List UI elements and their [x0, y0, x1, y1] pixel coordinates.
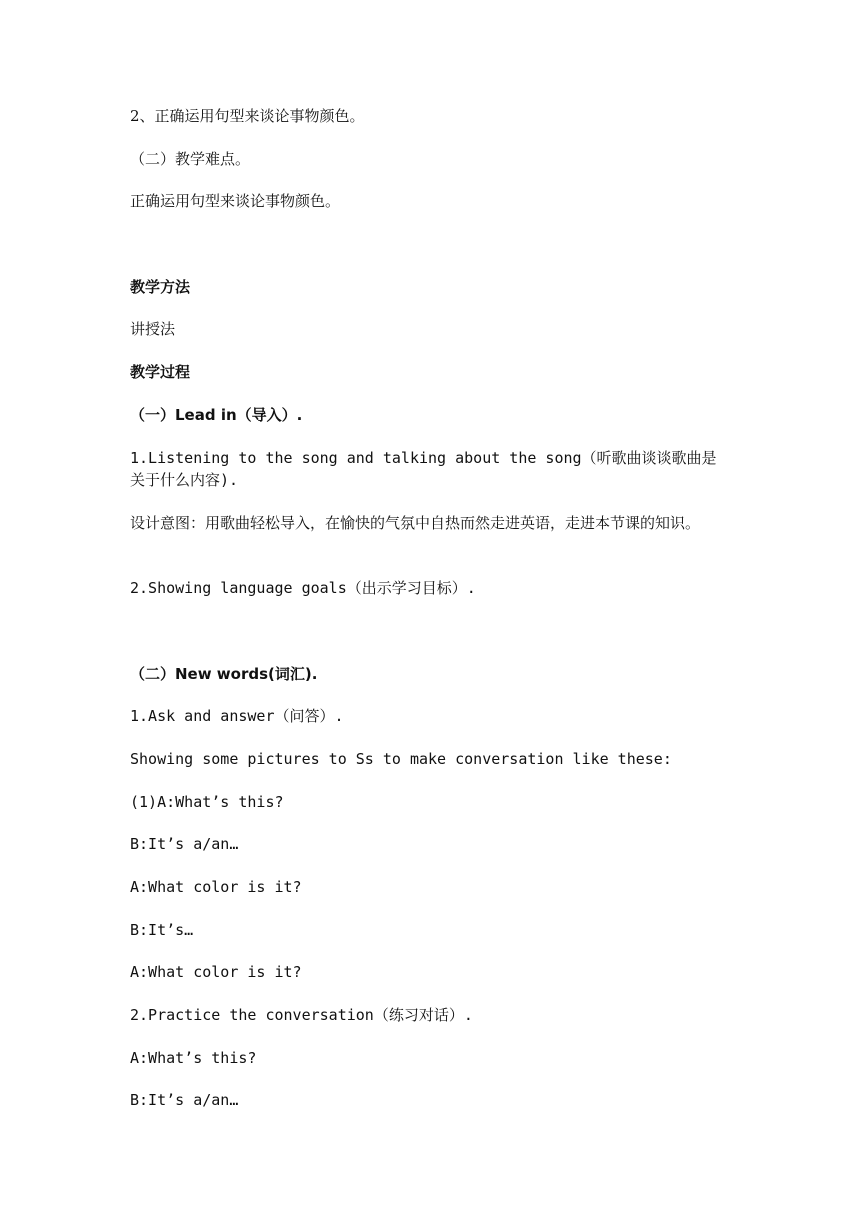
showing-pictures-paragraph: Showing some pictures to Ss to make conversation like these:	[130, 750, 672, 768]
dialogue-line: A:What color is it?	[130, 878, 302, 896]
dialogue-line: B:It’s a/an…	[130, 1091, 239, 1109]
teaching-difficulty-text: 正确运用句型来谈论事物颜色。	[130, 192, 341, 210]
dialogue-line: (1)A:What’s this?	[130, 793, 284, 811]
design-intent-paragraph: 设计意图：用歌曲轻松导入，在愉快的气氛中自热而然走进英语，走进本节课的知识。	[130, 514, 701, 532]
lead-in-heading: （一）Lead in（导入）.	[130, 406, 303, 424]
teaching-difficulty-heading: （二）教学难点。	[130, 150, 251, 168]
dialogue-line: B:It’s a/an…	[130, 835, 239, 853]
new-words-heading: （二）New words(词汇).	[130, 665, 318, 683]
practice-conversation-paragraph: 2.Practice the conversation（练习对话）.	[130, 1006, 473, 1024]
dialogue-line: A:What color is it?	[130, 963, 302, 981]
listening-paragraph: 1.Listening to the song and talking about the song（听歌曲谈谈歌曲是关于什么内容).	[130, 449, 717, 489]
teaching-method-text: 讲授法	[130, 320, 176, 338]
dialogue-line: B:It’s…	[130, 921, 194, 939]
teaching-method-heading: 教学方法	[130, 278, 191, 296]
teaching-process-heading: 教学过程	[130, 363, 191, 381]
objective-item-2: 2、正确运用句型来谈论事物颜色。	[130, 107, 365, 125]
language-goals-paragraph: 2.Showing language goals（出示学习目标）.	[130, 579, 476, 597]
ask-answer-paragraph: 1.Ask and answer（问答）.	[130, 707, 344, 725]
dialogue-line: A:What’s this?	[130, 1049, 257, 1067]
